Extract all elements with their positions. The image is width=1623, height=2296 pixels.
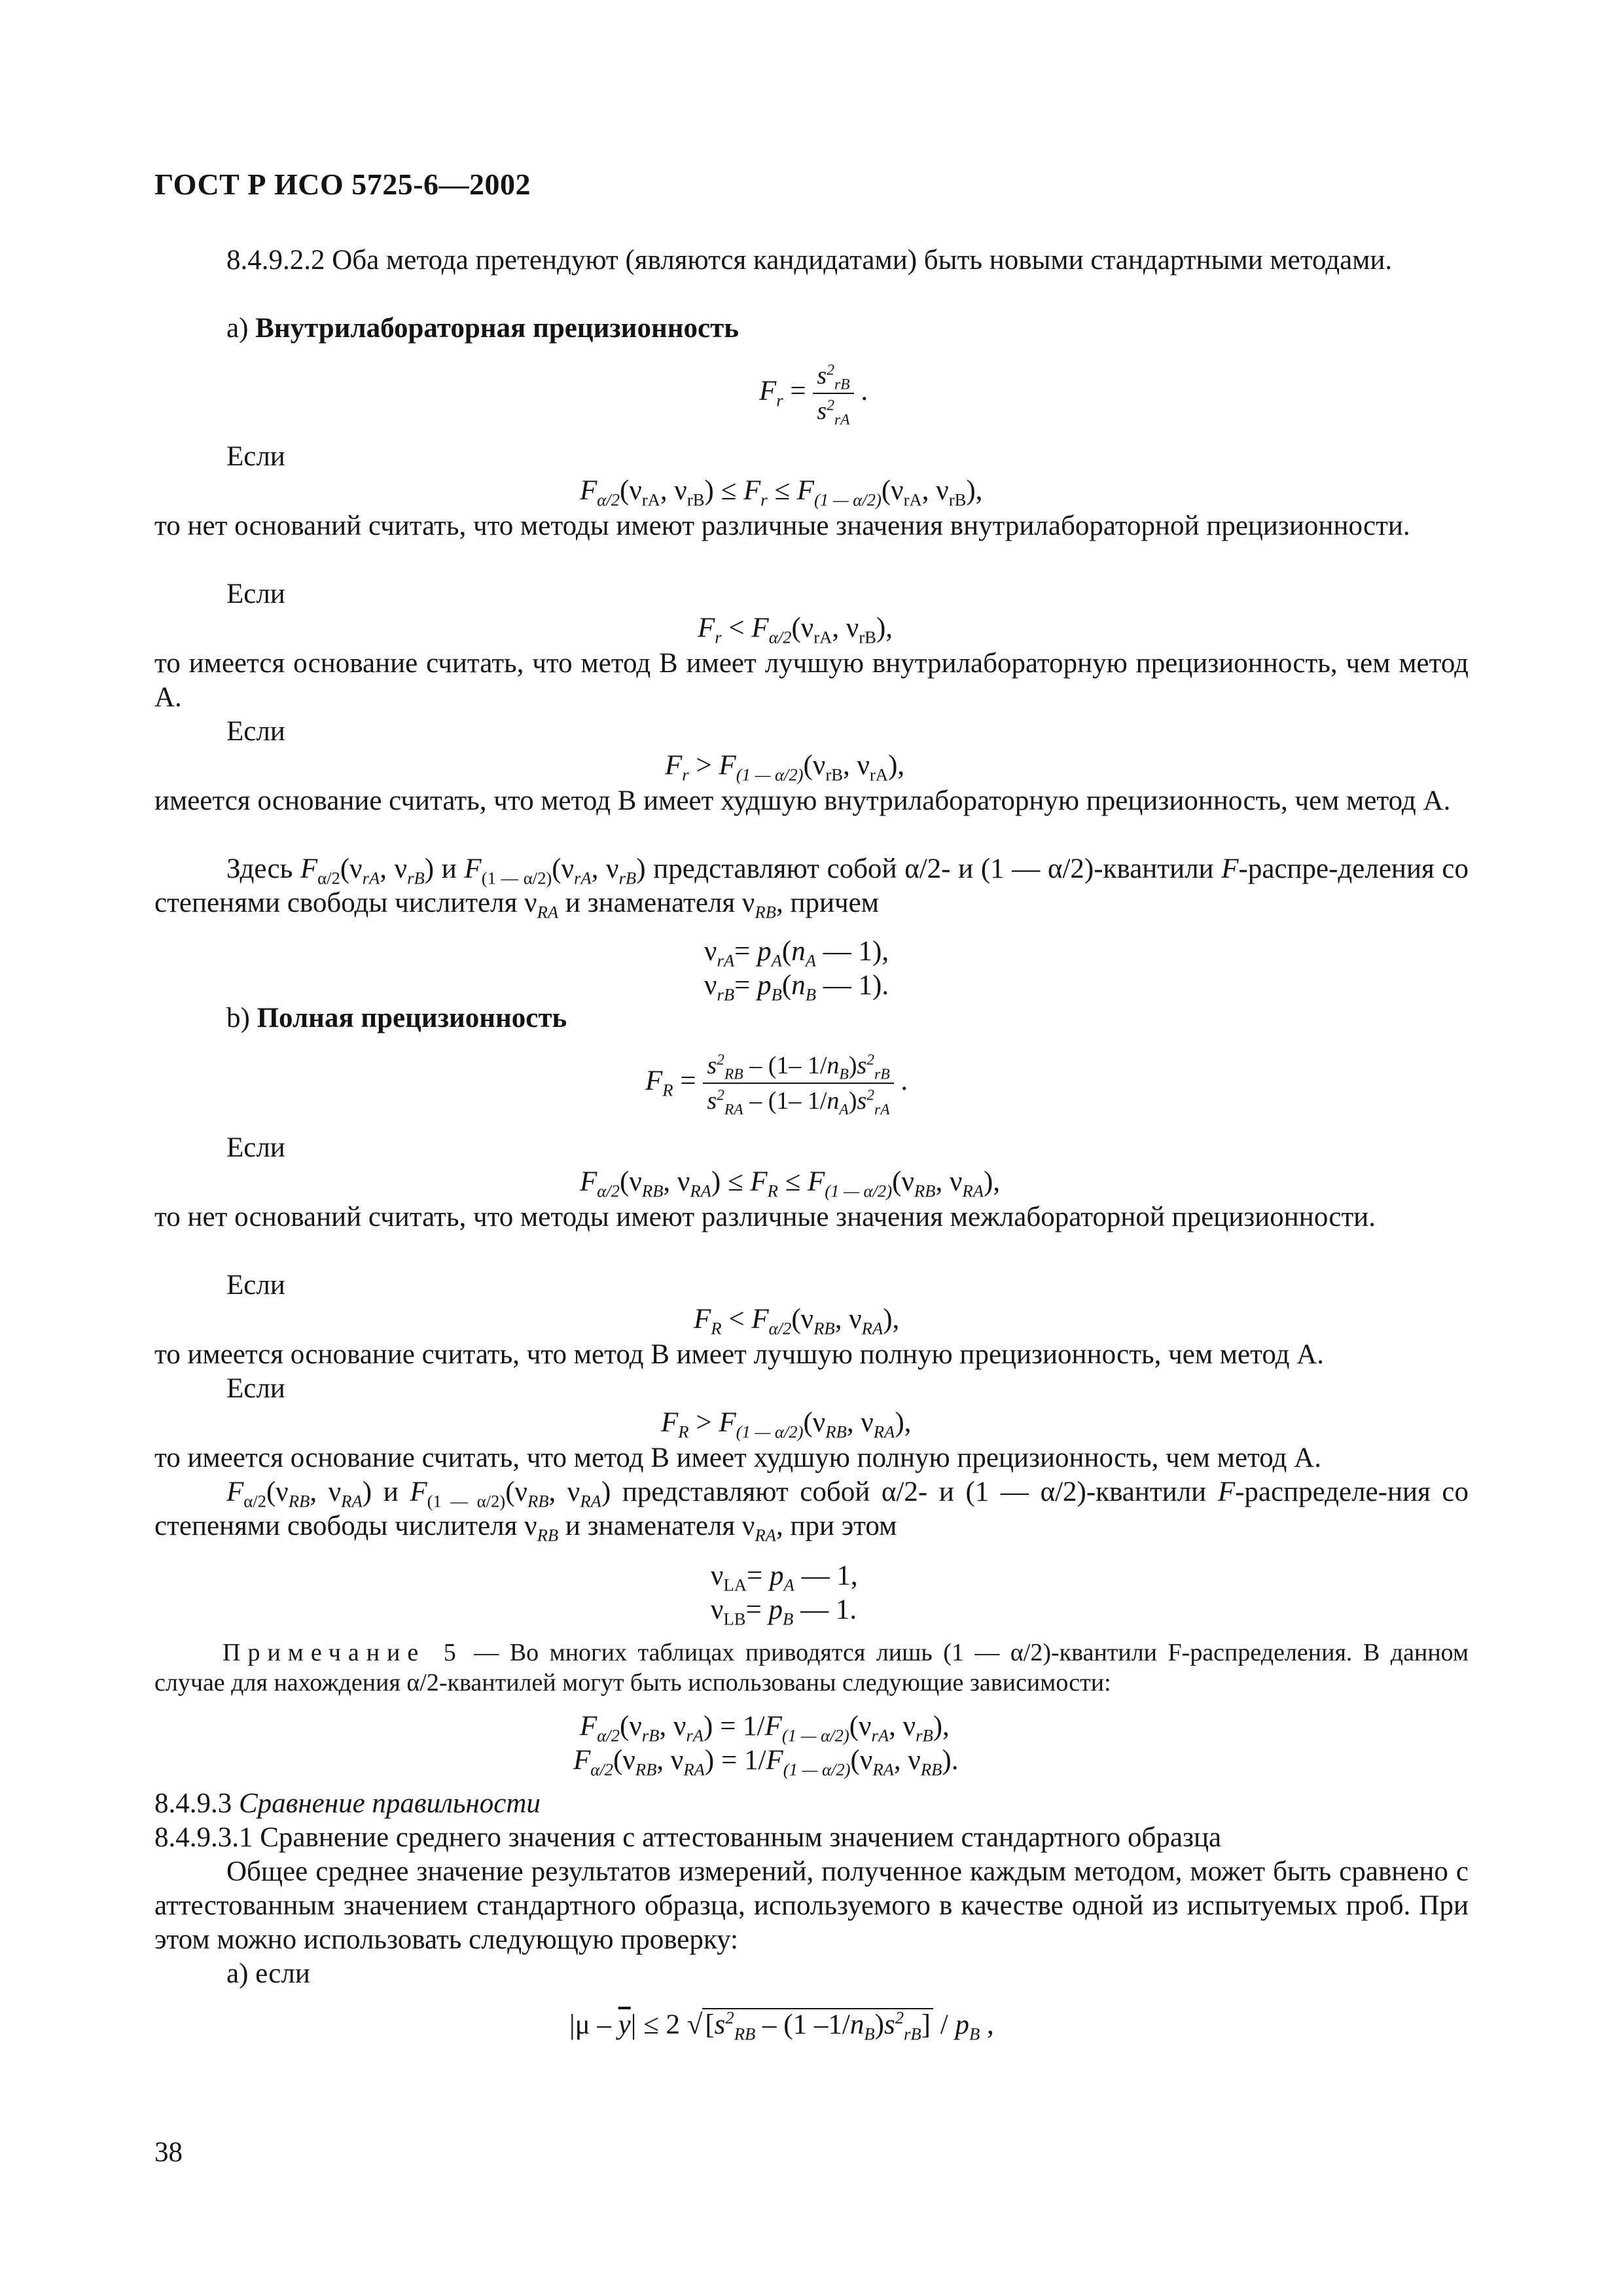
esli-4: Если bbox=[226, 1132, 285, 1163]
esli-1: Если bbox=[226, 441, 285, 472]
note-5: Примечание 5 — Во многих таблицах приводятся лишь (1 — α/2)-квантили F-распределения. В данном случае для нахождения α/2-квантилей могут быть использованы следующие зависимости: bbox=[154, 1639, 1469, 1696]
formula-nu-la: $\nu_{LA}= p_A$ — 1, bbox=[711, 1560, 858, 1595]
formula-4: $F_{\alpha/2}(\nu_{RB}$, $\nu_{RA}) \le F_R \le F_{(1 — \alpha/2)}(\nu_{RB}$, $\nu_{RA}$), bbox=[580, 1166, 1001, 1201]
paragraph-t3: имеется основание считать, что метод В имеет худшую внутрилабораторную прецизионность, чем метод А. bbox=[154, 785, 1451, 816]
formula-fr: $F_r$ = $\frac{s^2_{rB}}{s^2_{rA}}$ . bbox=[759, 359, 868, 428]
paragraph-t2: то имеется основание считать, что метод В имеет лучшую внутрилабораторную прецизионность, чем метод А. bbox=[154, 648, 1469, 713]
paragraph-t6: то имеется основание считать, что метод В имеет худшую полную прецизионность, чем метод А. bbox=[154, 1443, 1321, 1473]
formula-mu-check: $|\mu - \overline{y}| \le 2$ $√[s^2_{RB} - (1$ $-1/n_B)s^2_{rB}] / p_B$ , bbox=[569, 2007, 994, 2044]
formula-nu-rb: $\nu_{rB}= p_B(n_B$ — 1). bbox=[704, 970, 889, 1005]
formula-nu-ra: $\nu_{rA}= p_A(n_A$ — 1), bbox=[704, 936, 889, 971]
item-b-heading: b) Полная прецизионность bbox=[226, 1003, 567, 1033]
esli-6: Если bbox=[226, 1373, 285, 1404]
paragraph-s31: Общее среднее значение результатов измерений, полученное каждым методом, может быть сравнено с аттестованным значением стандартного образца, используемого в качестве одной из испытуемых проб. При этом можно использовать следующую проверку: bbox=[154, 1856, 1469, 1955]
esli-3: Если bbox=[226, 716, 285, 747]
item-a-heading: а) Внутрилабораторная прецизионность bbox=[226, 313, 739, 344]
formula-note-2: $F_{\alpha/2}(\nu_{RB}$, $\nu_{RA}) = 1/F_{(1 — \alpha/2)}(\nu_{RA}$, $\nu_{RB}$). bbox=[573, 1745, 959, 1780]
section-8-4-9-3-1: 8.4.9.3.1 Сравнение среднего значения с аттестованным значением стандартного образца bbox=[154, 1822, 1222, 1853]
paragraph-t5: то имеется основание считать, что метод В имеет лучшую полную прецизионность, чем метод А. bbox=[154, 1339, 1325, 1370]
page-number: 38 bbox=[154, 2137, 183, 2168]
formula-nu-lb: $\nu_{LB}= p_B$ — 1. bbox=[711, 1594, 857, 1629]
section-8-4-9-3: 8.4.9.3 Сравнение правильности bbox=[154, 1788, 541, 1819]
standard-header: ГОСТ Р ИСО 5725-6—2002 bbox=[154, 168, 531, 201]
paragraph-8-4-9-2-2: 8.4.9.2.2 Оба метода претендуют (являются кандидатами) быть новыми стандартными методами. bbox=[226, 245, 1393, 276]
formula-fR: $F_R$ = $\frac{s^2_{RB} - (1- 1/n_B)s^2_{rB}}{s^2_{RA} - (1- 1/n_A)s^2_{rA}}$ . bbox=[645, 1049, 908, 1118]
item-a-esli: а) если bbox=[226, 1958, 310, 1989]
formula-note-1: $F_{\alpha/2}(\nu_{rB}$, $\nu_{rA}) = 1/F_{(1 — \alpha/2)}(\nu_{rA}$, $\nu_{rB}$), bbox=[580, 1711, 950, 1746]
esli-2: Если bbox=[226, 579, 285, 609]
paragraph-t7: $F_{\alpha/2}(\nu_{RB}$, $\nu_{RA}$) и $F_{(1 — \alpha/2)}(\nu_{RB}$, $\nu_{RA}$) представляют собой α/2- и (1 — α/2)-квантили F-распределе-ния со степенями свободы числителя $\nu_{RB}$ и знаменателя $\nu_{RA}$, при этом bbox=[154, 1477, 1469, 1545]
formula-5: $F_R < F_{\alpha/2}(\nu_{RB}$, $\nu_{RA}$), bbox=[694, 1304, 900, 1338]
formula-2: $F_r < F_{\alpha/2}(\nu_{rA}$, $\nu_{rB}$), bbox=[698, 613, 893, 647]
esli-5: Если bbox=[226, 1270, 285, 1300]
paragraph-t1: то нет оснований считать, что методы имеют различные значения внутрилабораторной прецизионности. bbox=[154, 511, 1410, 541]
paragraph-t4: то нет оснований считать, что методы имеют различные значения межлабораторной прецизионности. bbox=[154, 1202, 1376, 1232]
formula-3: $F_r > F_{(1 — \alpha/2)}(\nu_{rB}$, $\nu_{rA}$), bbox=[665, 750, 905, 785]
formula-1: $F_{\alpha/2}(\nu_{rA}$, $\nu_{rB}) \le F_r \le F_{(1 — \alpha/2)}(\nu_{rA}$, $\nu_{rB}$), bbox=[580, 475, 983, 510]
paragraph-zdes: Здесь $F_{\alpha/2}(\nu_{rA}$, $\nu_{rB}$) и $F_{(1 — \alpha/2)}(\nu_{rA}$, $\nu_{rB}$) представляют собой α/2- и (1 — α/2)-квантили F-распре-деления со степенями свободы числителя $\nu_{RA}$ и знаменателя $\nu_{RB}$, причем bbox=[154, 853, 1469, 922]
formula-6: $F_R > F_{(1 — \alpha/2)}(\nu_{RB}$, $\nu_{RA}$), bbox=[661, 1407, 912, 1442]
